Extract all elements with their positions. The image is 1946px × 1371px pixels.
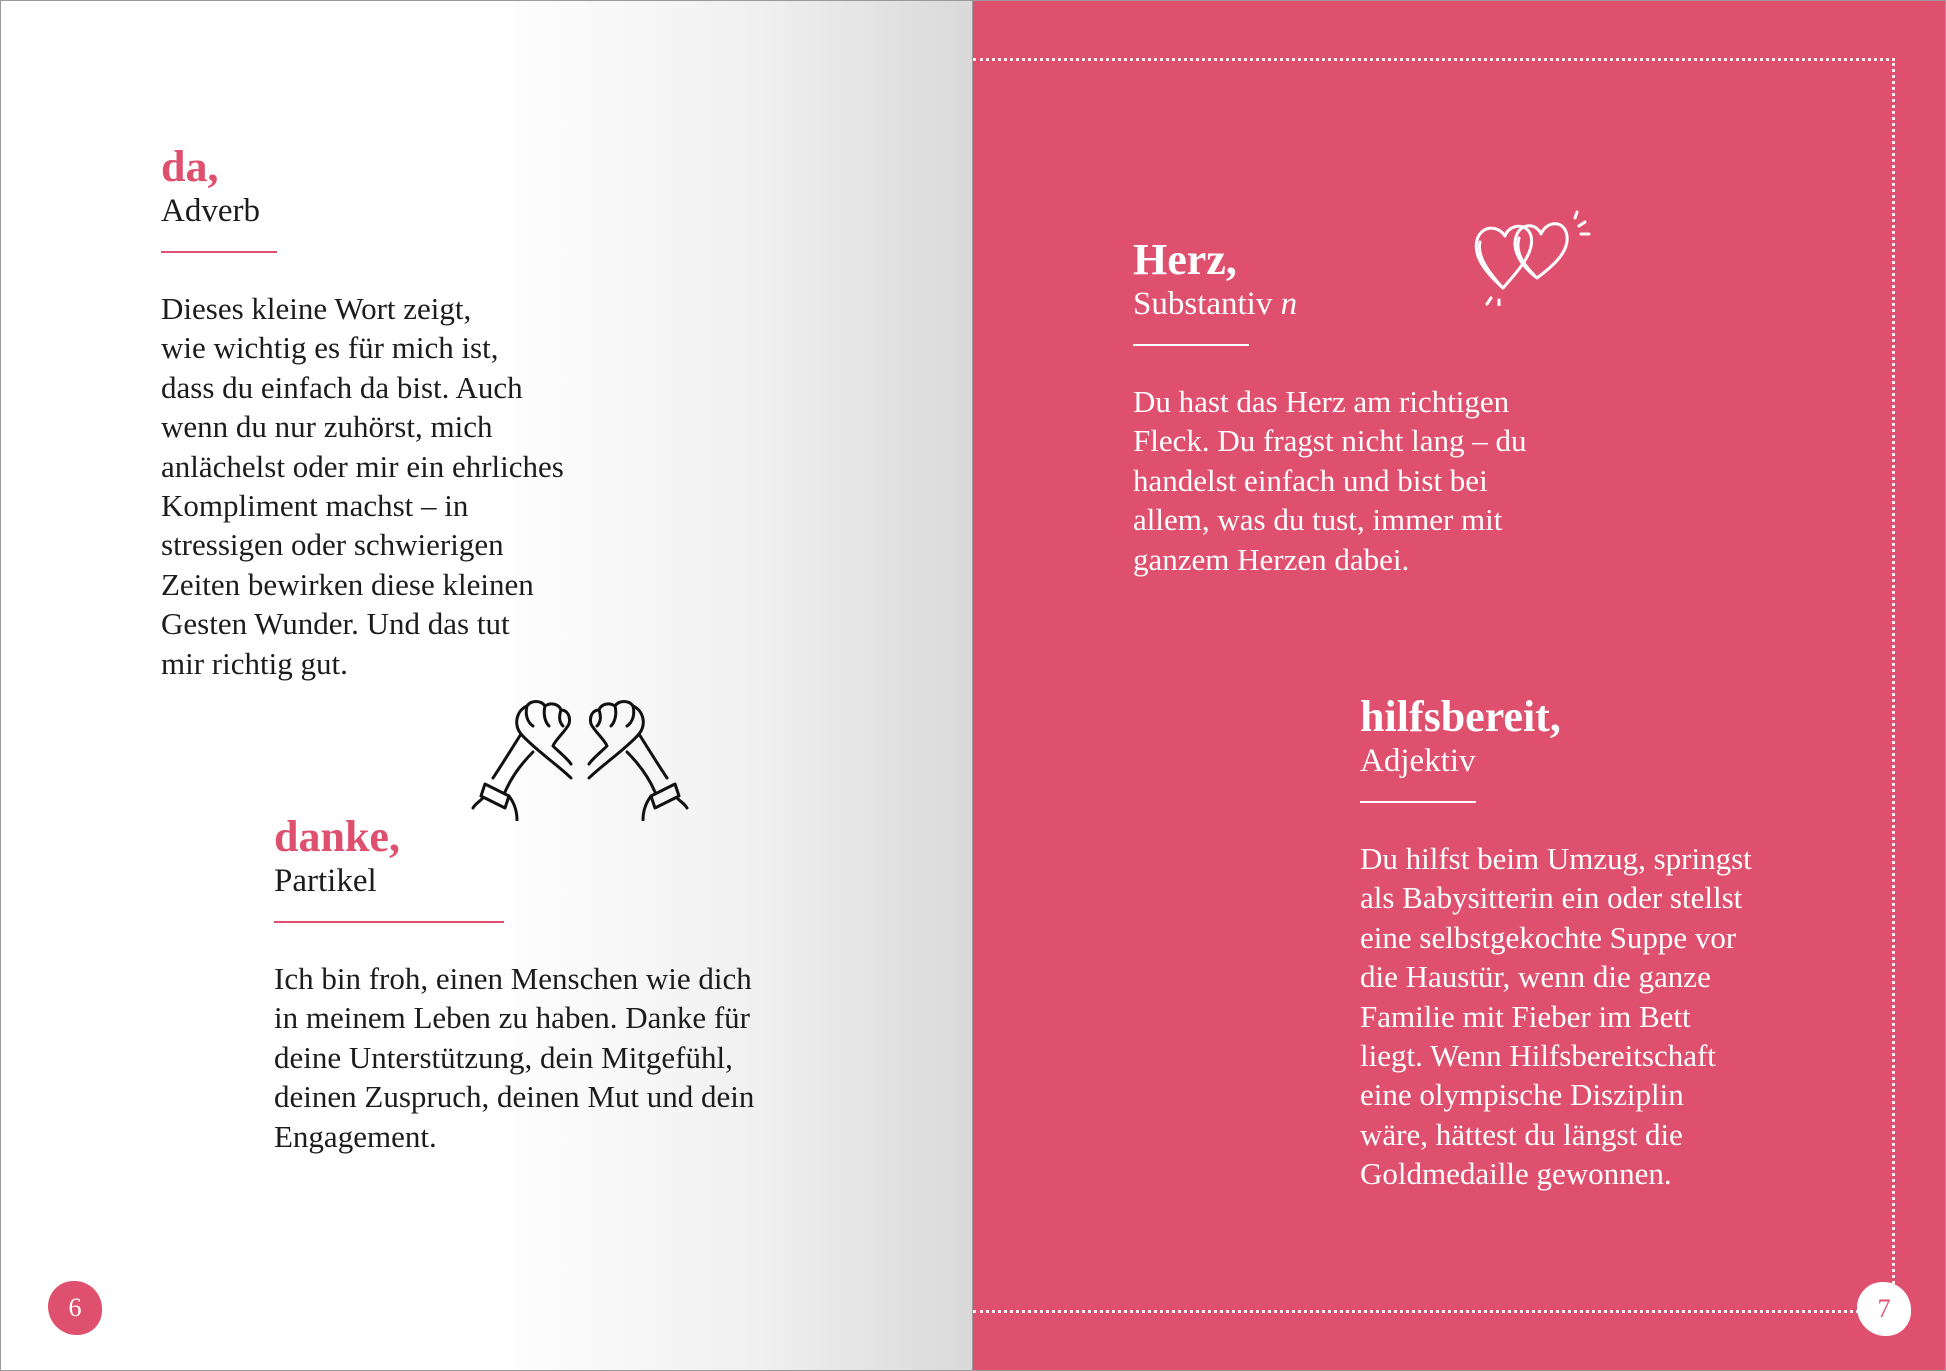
entry-divider [1360,801,1476,803]
entry-da [161,143,721,683]
entry-divider [1133,344,1249,346]
entry-part-of-speech: Adjektiv [1360,743,1476,779]
gender-label: n [1280,286,1298,322]
entry-word: da, [161,142,219,191]
entry-divider [274,921,504,923]
right-page [973,0,1946,1371]
heart-hands-icon [471,696,689,821]
double-hearts-icon [1471,206,1601,306]
entry-text: Du hast das Herz am richtigen Fleck. Du fragst nicht lang – du handelst einfach und bist bei allem, was du tust, immer mit ganzem Herzen dabei. [1133,384,1527,577]
entry-text: Dieses kleine Wort zeigt, wie wichtig es für mich ist, dass du einfach da bist. Auch wenn du nur zuhörst, mich anlächelst oder mir ein ehrliches Kompliment machst – in stressigen oder schwierigen Zeiten bewirken diese kleinen Gesten Wunder. Und das tut mir richtig gut. [161,291,564,681]
entry-word: Herz, [1133,235,1237,284]
entry-hilfsbereit [1360,693,1830,1194]
entry-text: Du hilfst beim Umzug, springst als Babysitterin ein oder stellst eine selbstgekochte Suppe vor die Haustür, wenn die ganze Familie mit Fieber im Bett liegt. Wenn Hilfsbereitschaft eine olympische Disziplin wäre, hättest du längst die Goldmedaille gewonnen. [1360,841,1752,1192]
page-number: 7 [1857,1282,1911,1336]
entry-divider [161,251,277,253]
entry-word: hilfsbereit, [1360,692,1561,741]
entry-part-of-speech: Partikel [274,863,377,899]
entry-part-of-speech: Adverb [161,193,260,229]
part-of-speech-label: Substantiv [1133,286,1273,322]
entry-danke [274,813,854,1156]
entry-text: Ich bin froh, einen Menschen wie dich in meinem Leben zu haben. Danke für deine Unterstützung, dein Mitgefühl, deinen Zuspruch, deinen Mut und dein Engagement. [274,961,755,1154]
entry-word: danke, [274,812,400,861]
page-number: 6 [48,1281,102,1335]
